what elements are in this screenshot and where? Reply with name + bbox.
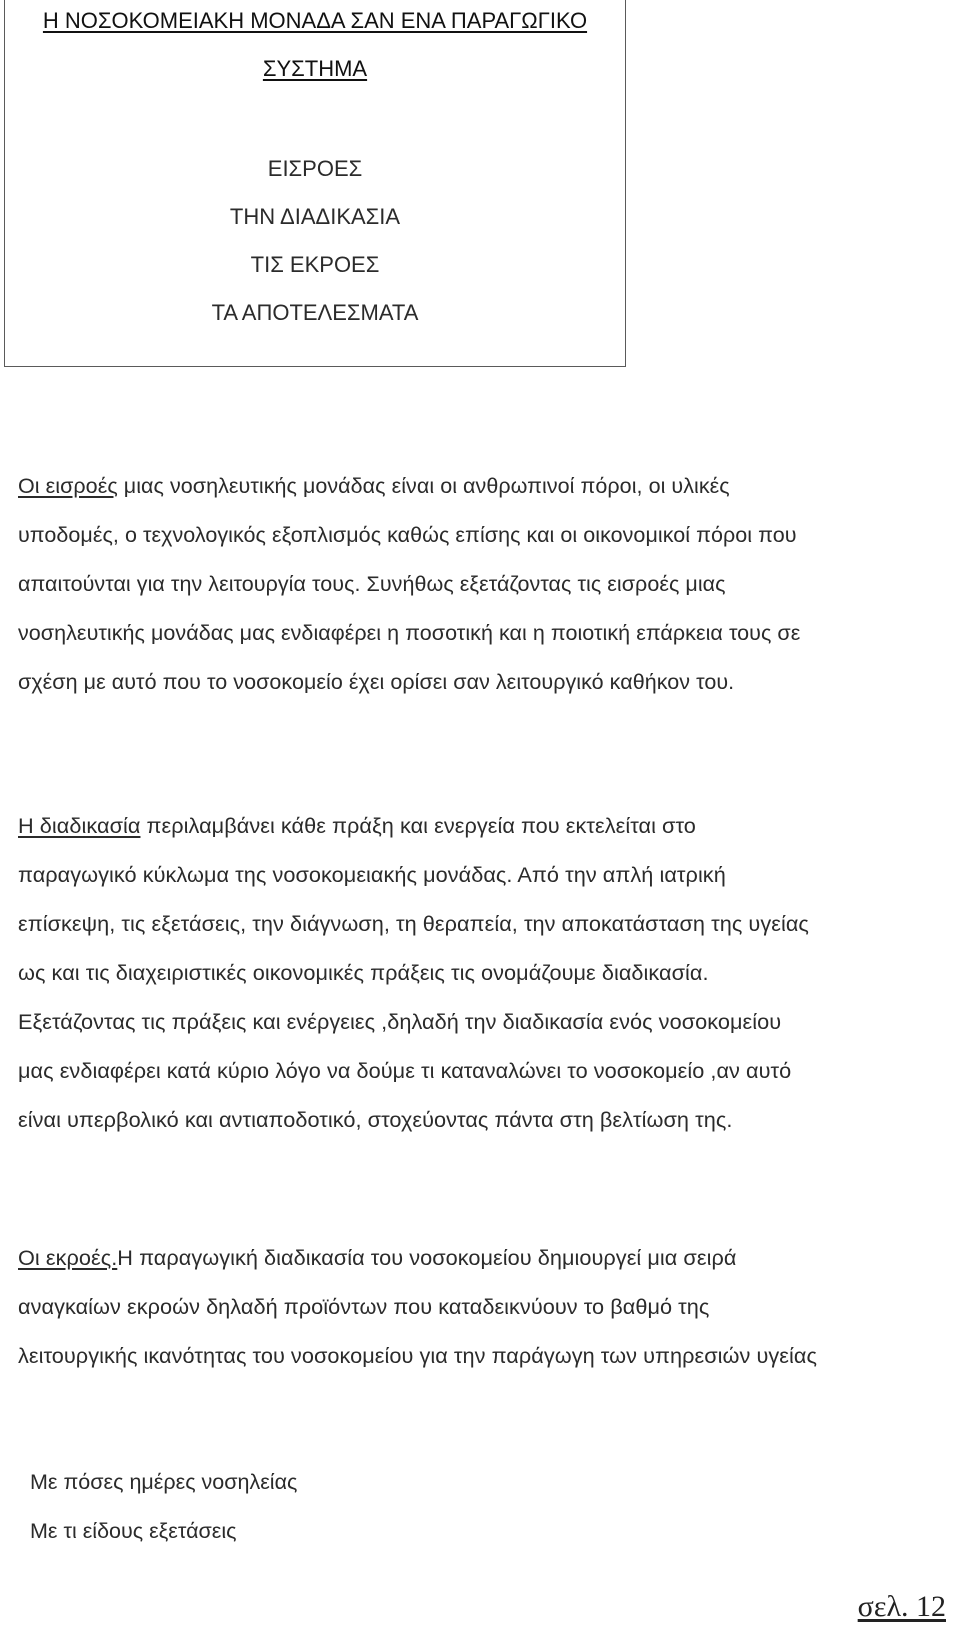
- box-title-line1: Η ΝΟΣΟΚΟΜΕΙΑΚΗ ΜΟΝΑΔΑ ΣΑΝ ΕΝΑ ΠΑΡΑΓΩΓΙΚΟ: [42, 8, 588, 33]
- process-line-3: επίσκεψη, τις εξετάσεις, την διάγνωση, τη θεραπεία, την αποκατάσταση της υγείας: [18, 911, 809, 936]
- inputs-line-5: σχέση με αυτό που το νοσοκομείο έχει ορίσει σαν λειτουργικό καθήκον του.: [18, 670, 735, 694]
- box-item-outputs: ΤΙΣ ΕΚΡΟΕΣ: [250, 252, 380, 277]
- outputs-term: Οι εκροές.: [18, 1245, 118, 1270]
- process-line-2: παραγωγικό κύκλωμα της νοσοκομειακής μονάδας. Από την απλή ιατρική: [18, 862, 726, 887]
- outputs-line-2: αναγκαίων εκροών δηλαδή προϊόντων που καταδεικνύουν το βαθμό της: [18, 1294, 710, 1319]
- list-item: Με πόσες ημέρες νοσηλείας: [30, 1470, 298, 1494]
- process-line-1: [18, 801, 948, 850]
- inputs-line-1-text: μιας νοσηλευτικής μονάδας είναι οι ανθρωπινοί πόροι, οι υλικές: [117, 474, 730, 498]
- inputs-paragraph: [18, 462, 948, 707]
- outputs-line-1: [18, 1233, 948, 1282]
- box-item-process: ΤΗΝ ΔΙΑΔΙΚΑΣΙΑ: [229, 204, 401, 229]
- page-number: σελ. 12: [857, 1590, 946, 1623]
- outputs-line-1-text: Η παραγωγική διαδικασία του νοσοκομείου δημιουργεί μια σειρά: [117, 1245, 737, 1270]
- box-title-line2: ΣΥΣΤΗΜΑ: [262, 56, 368, 81]
- box-item-results: ΤΑ ΑΠΟΤΕΛΕΣΜΑΤΑ: [211, 300, 419, 325]
- outputs-paragraph: [18, 1233, 948, 1380]
- process-line-4: ως και τις διαχειριστικές οικονομικές πράξεις τις ονομάζουμε διαδικασία.: [18, 960, 709, 985]
- process-term: Η διαδικασία: [18, 813, 141, 838]
- list-item: Με τι είδους εξετάσεις: [30, 1519, 237, 1543]
- title-box: [4, 0, 626, 367]
- process-line-5: Εξετάζοντας τις πράξεις και ενέργειες ,δηλαδή την διαδικασία ενός νοσοκομείου: [18, 1009, 782, 1034]
- inputs-line-2: υποδομές, ο τεχνολογικός εξοπλισμός καθώς επίσης και οι οικονομικοί πόροι που: [18, 523, 797, 547]
- inputs-line-3: απαιτούνται για την λειτουργία τους. Συνήθως εξετάζοντας τις εισροές μιας: [18, 572, 726, 596]
- process-line-1-text: περιλαμβάνει κάθε πράξη και ενεργεία που εκτελείται στο: [140, 813, 696, 838]
- process-line-6: μας ενδιαφέρει κατά κύριο λόγο να δούμε τι καταναλώνει το νοσοκομείο ,αν αυτό: [18, 1058, 792, 1083]
- box-item-inputs: ΕΙΣΡΟΕΣ: [267, 156, 363, 181]
- inputs-line-4: νοσηλευτικής μονάδας μας ενδιαφέρει η ποσοτική και η ποιοτική επάρκεια τους σε: [18, 621, 801, 645]
- inputs-line-1: [18, 462, 948, 511]
- process-line-7: είναι υπερβολικό και αντιαποδοτικό, στοχεύοντας πάντα στη βελτίωση της.: [18, 1107, 733, 1132]
- process-paragraph: [18, 801, 948, 1144]
- inputs-term: Οι εισροές: [18, 474, 118, 498]
- outputs-line-3: λειτουργικής ικανότητας του νοσοκομείου για την παράγωγη των υπηρεσιών υγείας: [18, 1343, 817, 1368]
